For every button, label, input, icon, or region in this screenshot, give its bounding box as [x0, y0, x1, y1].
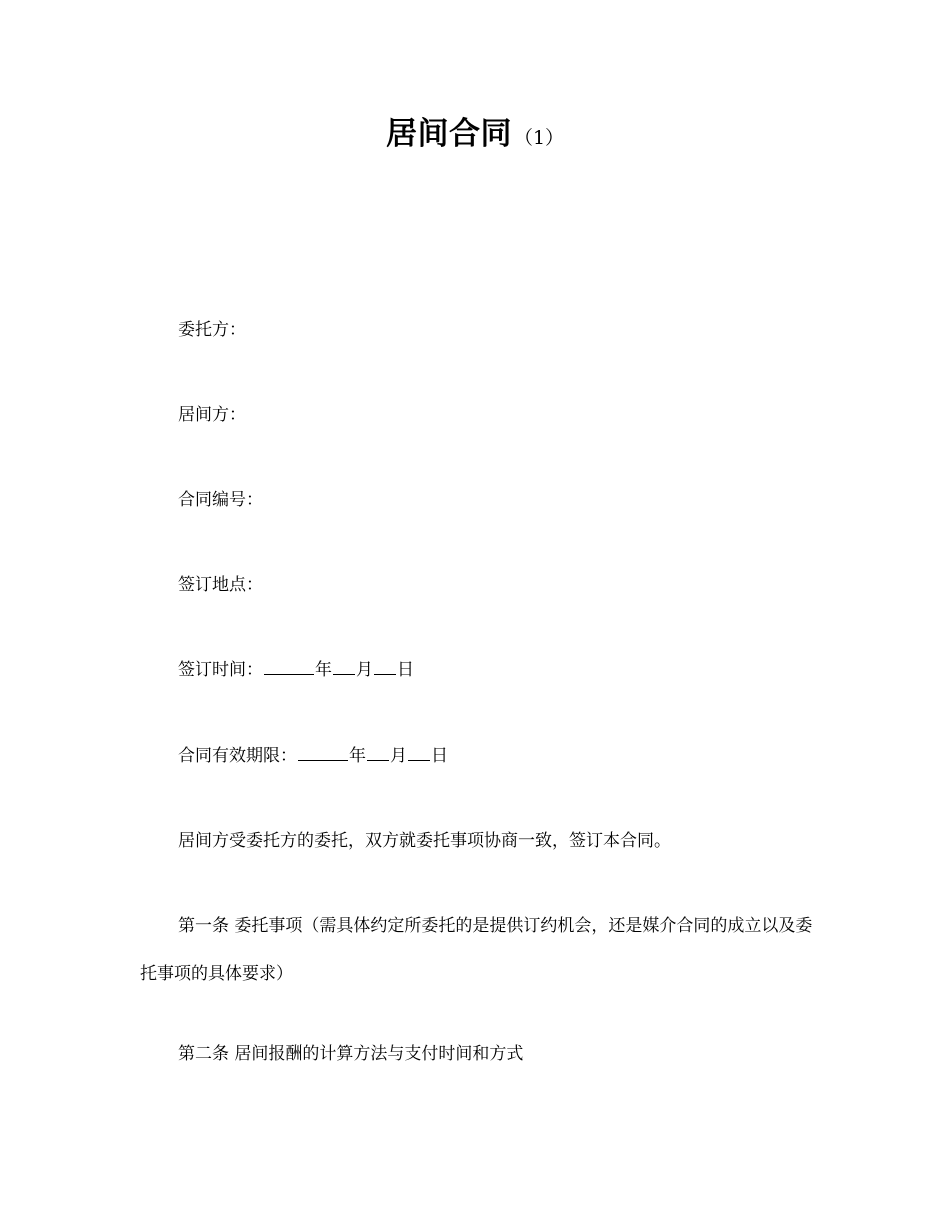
year-blank	[298, 745, 348, 761]
day-label: 日	[397, 660, 414, 680]
intro-paragraph: 居间方受委托方的委托，双方就委托事项协商一致，签订本合同。	[178, 831, 671, 851]
validity-label: 合同有效期限：	[178, 746, 297, 766]
year-label: 年	[349, 746, 366, 766]
month-blank	[333, 659, 355, 675]
validity-field	[178, 744, 448, 768]
document-title	[0, 112, 950, 161]
month-blank	[367, 745, 389, 761]
month-label: 月	[390, 746, 407, 766]
day-blank	[374, 659, 396, 675]
intermediary-field: 居间方：	[178, 405, 246, 425]
sign-time-field	[178, 658, 414, 682]
month-label: 月	[356, 660, 373, 680]
article-2: 第二条 居间报酬的计算方法与支付时间和方式	[178, 1044, 524, 1064]
title-suffix: （1）	[513, 127, 565, 149]
day-blank	[408, 745, 430, 761]
sign-time-label: 签订时间：	[178, 660, 263, 680]
article-1: 第一条 委托事项（需具体约定所委托的是提供订约机会，还是媒介合同的成立以及委托事项的具体要求）	[140, 916, 813, 984]
year-label: 年	[315, 660, 332, 680]
title-main: 居间合同	[385, 116, 512, 152]
client-field: 委托方：	[178, 320, 246, 340]
sign-place-field: 签订地点：	[178, 575, 263, 595]
year-blank	[264, 659, 314, 675]
contract-number-field: 合同编号：	[178, 490, 263, 510]
day-label: 日	[431, 746, 448, 766]
